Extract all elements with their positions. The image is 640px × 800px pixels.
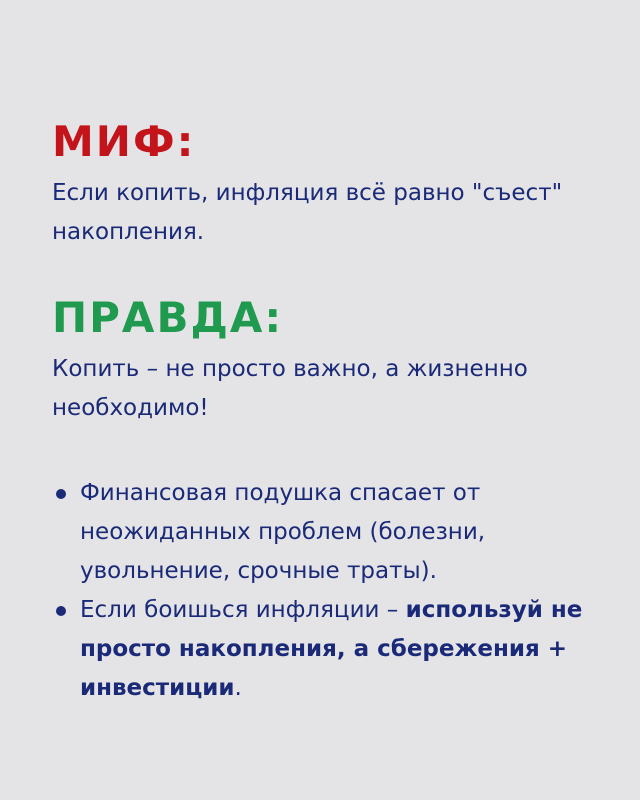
bullet-list — [52, 474, 612, 708]
content-card — [52, 116, 612, 708]
truth-heading: ПРАВДА: — [52, 293, 284, 342]
bullet-suffix: . — [234, 675, 242, 701]
truth-section — [52, 292, 612, 428]
bullet-text: Финансовая подушка спасает от неожиданных проблем (болезни, увольнение, срочные траты). — [80, 480, 486, 584]
bullet-icon — [56, 489, 66, 499]
bullet-icon — [56, 606, 66, 616]
truth-text: Копить – не просто важно, а жизненно необходимо! — [52, 356, 528, 421]
list-item — [52, 474, 612, 591]
myth-text: Если копить, инфляция всё равно "съест" накопления. — [52, 180, 563, 245]
list-item — [52, 591, 612, 708]
bullet-prefix: Если боишься инфляции – — [80, 597, 406, 623]
myth-heading: МИФ: — [52, 117, 196, 166]
bullet-emphasis: используй не просто накопления, а сбережения + инвестиции — [80, 597, 583, 701]
myth-section — [52, 116, 612, 252]
